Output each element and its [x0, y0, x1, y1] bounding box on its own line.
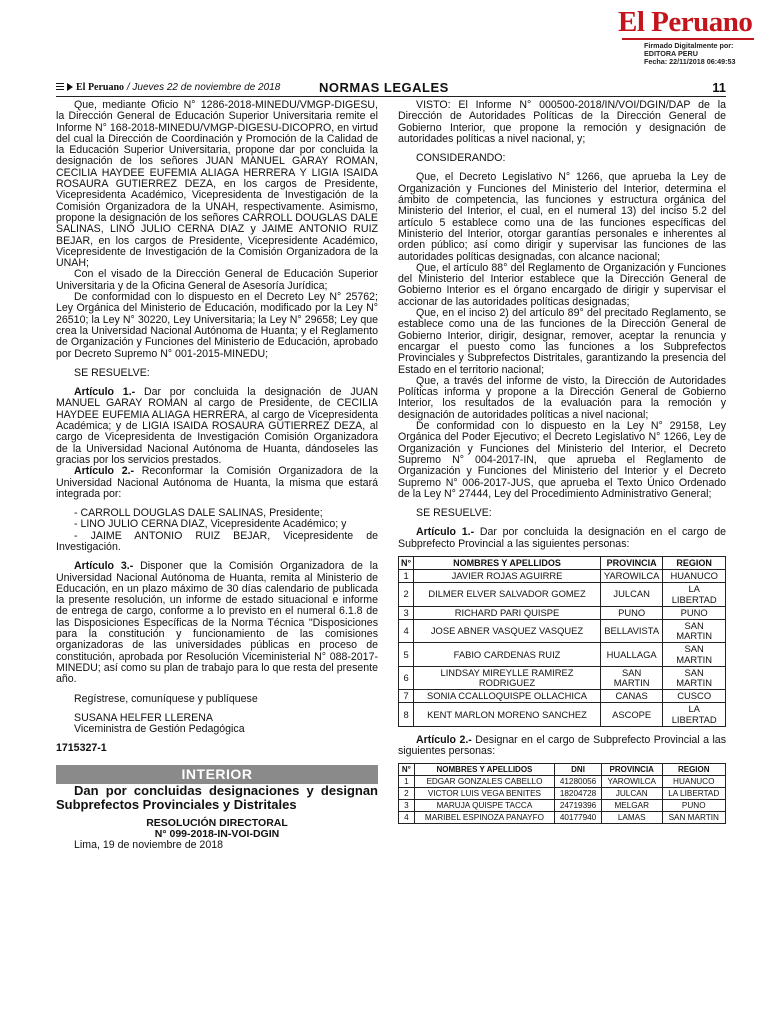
table-cell: SAN MARTIN — [662, 812, 726, 824]
signature-line: EDITORA PERU — [644, 49, 698, 58]
table-cell: 6 — [399, 666, 414, 689]
table-cell: JULCAN — [601, 788, 662, 800]
signer-title: Viceministra de Gestión Pedagógica — [74, 723, 245, 736]
table-cell: SAN MARTIN — [663, 643, 726, 666]
table-cell: 1 — [399, 776, 415, 788]
resuelve-heading: SE RESUELVE: — [416, 507, 492, 520]
table-cell: ASCOPE — [600, 703, 662, 726]
table-cell: CANAS — [600, 690, 662, 703]
table-cell: LINDSAY MIREYLLE RAMIREZ RODRIGUEZ — [414, 666, 601, 689]
article-label: Artículo 2.- — [74, 465, 135, 478]
table-row — [399, 643, 726, 666]
table-cell: LAMAS — [601, 812, 662, 824]
table-row — [399, 620, 726, 643]
table-cell: KENT MARLON MORENO SANCHEZ — [414, 703, 601, 726]
article-text: Reconformar la Comisión Organizadora de la Universidad Nacional Autónoma de Huanta, la misma que estará integrada por: — [56, 465, 379, 500]
paragraph: Que, en el inciso 2) del artículo 89° del precitado Reglamento, se establece como una de las funciones de la Dirección General de Gobierno Interior, dirigir, designar, remover, aceptar la renuncia y encargar el puesto como las funciones a los Subprefectos Provinciales y Subprefectos Distritales, garantizando la presencia del Estado en el territorio nacional; — [398, 307, 726, 376]
table-cell: MELGAR — [601, 800, 662, 812]
table-cell: CUSCO — [663, 690, 726, 703]
table-cell: 24719396 — [555, 800, 602, 812]
header-rule — [56, 96, 726, 97]
resolution-title: RESOLUCIÓN DIRECTORAL N° 099-2018-IN-VOI-DGIN — [146, 817, 288, 841]
article-2 — [398, 735, 726, 758]
article-text: Dar por concluida la designación de JUAN MANUEL GARAY ROMAN al cargo de Presidente, de CECILIA HAYDEE EUFEMIA ALIAGA HERRERA, al cargo de Vicepresidenta Académica; y de LIGIA ISAIDA ROSAURA GUTIERREZ DEZA, al cargo de Vicepresidenta de Investigación Comisión Organizadora de la Universidad Nacional Autónoma de Huanta, dándoseles las gracias por los servicios prestados. — [56, 386, 379, 466]
table-cell: 3 — [399, 800, 415, 812]
table-cell: JULCAN — [600, 583, 662, 606]
article-text: Designar en el cargo de Subprefecto Provincial a las siguientes personas: — [398, 733, 726, 758]
article-label: Artículo 1.- — [74, 386, 136, 399]
table-cell: EDGAR GONZALES CABELLO — [414, 776, 554, 788]
column-header: PROVINCIA — [601, 764, 662, 776]
article-label: Artículo 1.- — [416, 526, 475, 539]
right-column — [398, 100, 726, 824]
table-cell: DILMER ELVER SALVADOR GOMEZ — [414, 583, 601, 606]
header-paper: El Peruano — [76, 82, 125, 93]
table-cell: MARIBEL ESPINOZA PANAYFO — [414, 812, 554, 824]
table-cell: 3 — [399, 606, 414, 619]
column-header: N° — [399, 764, 415, 776]
article-1 — [56, 387, 378, 466]
table-row — [399, 800, 726, 812]
considerando-heading: CONSIDERANDO: — [416, 152, 506, 165]
column-header: DNI — [555, 764, 602, 776]
newspaper-logo: El Peruano — [618, 6, 753, 38]
table-cell: RICHARD PARI QUISPE — [414, 606, 601, 619]
article-label: Artículo 3.- — [74, 560, 134, 573]
table-cell: 41280056 — [555, 776, 602, 788]
table-row — [399, 788, 726, 800]
table-cell: 8 — [399, 703, 414, 726]
article-3 — [56, 561, 378, 685]
page-number: 11 — [712, 80, 726, 95]
left-column — [56, 100, 378, 851]
table-appointed-subprefects — [398, 763, 726, 824]
table-cell: 2 — [399, 788, 415, 800]
table-cell: 4 — [399, 812, 415, 824]
paragraph: Que, el artículo 88° del Reglamento de Organización y Funciones del Ministerio del Interior establece que la Dirección General de Gobierno Interior es el órgano encargado de dirigir y supervisar el accionar de las autoridades políticas designadas; — [398, 261, 726, 308]
table-cell: LA LIBERTAD — [663, 703, 726, 726]
table-cell: 5 — [399, 643, 414, 666]
column-header: REGION — [663, 556, 726, 569]
column-header: NOMBRES Y APELLIDOS — [414, 556, 601, 569]
table-cell: 18204728 — [555, 788, 602, 800]
publication-code: 1715327-1 — [56, 742, 107, 755]
paragraph: De conformidad con lo dispuesto en el Decreto Ley N° 25762; Ley Orgánica del Ministerio de Educación, modificado por la Ley N° 26510; la Ley N° 30220, Ley Universitaria; la Ley N° 29658; Ley que crea la Universidad Nacional Autónoma de Huanta; y el Reglamento de Organización y Funciones del Ministerio de Educación, aprobado por Decreto Supremo N° 001-2015-MINEDU; — [56, 291, 378, 360]
table-cell: VICTOR LUIS VEGA BENITES — [414, 788, 554, 800]
table-cell: 1 — [399, 570, 414, 583]
article-label: Artículo 2.- — [416, 733, 472, 746]
article-2 — [56, 466, 378, 500]
digital-signature — [644, 42, 736, 66]
table-cell: 7 — [399, 690, 414, 703]
article-1 — [398, 527, 726, 550]
article-text: Dar por concluida la designación en el cargo de Subprefecto Provincial a las siguientes personas: — [398, 526, 726, 550]
table-row — [399, 666, 726, 689]
table-cell: JOSE ABNER VASQUEZ VASQUEZ — [414, 620, 601, 643]
grid-icon — [56, 83, 64, 92]
paragraph: Con el visado de la Dirección General de Educación Superior Universitaria y de la Oficina General de Asesoría Jurídica; — [56, 268, 378, 292]
table-row — [399, 583, 726, 606]
table-cell: LA LIBERTAD — [663, 583, 726, 606]
table-cell: BELLAVISTA — [600, 620, 662, 643]
arrow-icon — [67, 83, 73, 91]
table-cell: JAVIER ROJAS AGUIRRE — [414, 570, 601, 583]
table-cell: FABIO CARDENAS RUIZ — [414, 643, 601, 666]
table-cell: SAN MARTIN — [663, 620, 726, 643]
table-row — [399, 703, 726, 726]
column-header: PROVINCIA — [600, 556, 662, 569]
table-cell: 40177940 — [555, 812, 602, 824]
table-cell: SAN MARTIN — [600, 666, 662, 689]
member-item: - CARROLL DOUGLAS DALE SALINAS, Presidente; — [74, 507, 323, 520]
table-cell: PUNO — [600, 606, 662, 619]
column-header: NOMBRES Y APELLIDOS — [414, 764, 554, 776]
table-row — [399, 606, 726, 619]
paragraph: De conformidad con lo dispuesto en la Ley N° 29158, Ley Orgánica del Poder Ejecutivo; el Decreto Legislativo N° 1266, Ley de Organización y Funciones del Ministerio del Interior, el Decreto Supremo N° 004-2017-IN, que aprueba el Reglamento de Organización y Funciones del Ministerio del Interior y el Decreto Supremo N° 006-2017-JUS, que aprueba el Texto Único Ordenado de la Ley N° 27444, Ley del Procedimiento Administrativo General; — [398, 420, 726, 500]
section-title: NORMAS LEGALES — [319, 80, 449, 95]
table-cell: MARUJA QUISPE TACCA — [414, 800, 554, 812]
table-cell: HUANUCO — [662, 776, 726, 788]
column-header: N° — [399, 556, 414, 569]
table-cell: SAN MARTIN — [663, 666, 726, 689]
table-row — [399, 776, 726, 788]
paragraph: Que, a través del informe de visto, la Dirección de Autoridades Políticas informa y propone a la Dirección General de Gobierno Interior, los resultados de la evaluación para la remoción y designación de autoridades políticas a nivel nacional; — [398, 374, 726, 421]
logo-underline — [622, 38, 754, 40]
table-header-row — [399, 556, 726, 569]
signer-name: SUSANA HELFER LLERENA — [74, 711, 213, 724]
table-cell: YAROWILCA — [601, 776, 662, 788]
place-date: Lima, 19 de noviembre de 2018 — [74, 839, 224, 852]
closing-formula: Regístrese, comuníquese y publíquese — [74, 692, 258, 705]
member-item: - JAIME ANTONIO RUIZ BEJAR, Vicepresidente de Investigación. — [56, 529, 378, 553]
table-cell: PUNO — [663, 606, 726, 619]
member-item: - LINO JULIO CERNA DIAZ, Vicepresidente Académico; y — [74, 518, 347, 531]
paragraph: VISTO: El Informe N° 000500-2018/IN/VOI/DGIN/DAP de la Dirección de Autoridades Políticas de la Dirección General de Gobierno Interior, que propone la remoción y designación de autoridades políticas a nivel nacional, y; — [398, 99, 726, 145]
table-cell: PUNO — [662, 800, 726, 812]
table-cell: SONIA CCALLOQUISPE OLLACHICA — [414, 690, 601, 703]
header-date: / Jueves 22 de noviembre de 2018 — [124, 82, 281, 93]
table-cell: HUALLAGA — [600, 643, 662, 666]
table-row — [399, 570, 726, 583]
table-cell: YAROWILCA — [600, 570, 662, 583]
table-header-row — [399, 764, 726, 776]
table-cell: 4 — [399, 620, 414, 643]
table-cell: HUANUCO — [663, 570, 726, 583]
column-header: REGION — [662, 764, 726, 776]
signature-line: Fecha: 22/11/2018 06:49:53 — [644, 57, 736, 66]
table-removed-subprefects — [398, 556, 726, 727]
headline: Dan por concluidas designaciones y designan Subprefectos Provinciales y Distritales — [56, 783, 378, 813]
table-row — [399, 690, 726, 703]
table-cell: LA LIBERTAD — [662, 788, 726, 800]
resuelve-heading: SE RESUELVE: — [74, 366, 150, 379]
header-left — [56, 82, 280, 93]
table-cell: 2 — [399, 583, 414, 606]
signature-line: Firmado Digitalmente por: — [644, 41, 734, 50]
page-header — [56, 80, 726, 96]
section-banner: INTERIOR — [56, 765, 378, 784]
article-text: Disponer que la Comisión Organizadora de la Universidad Nacional Autónoma de Huanta, remita al Ministerio de Educación, en un plazo máximo de 30 días calendario de publicada la presente resolución, un informe de estado situacional e informe de entrega de cargo, conforme a lo previsto en el numeral 6.1.8 de las Disposiciones Específicas de la Norma Técnica "Disposiciones para la constitución y funcionamiento de las comisiones organizadoras de las universidades públicas en proceso de constitución, aprobada por Resolución Viceministerial N° 088-2017-MINEDU; así como su plan de trabajo para lo que resta del presente año. — [56, 560, 378, 686]
paragraph: Que, el Decreto Legislativo N° 1266, que aprueba la Ley de Organización y Funciones del Ministerio del Interior, determina el ámbito de competencia, las funciones y estructura orgánica del Ministerio del Interior, el cual, en el numeral 13) del inciso 5.2 del artículo 5 establece como una de las funciones específicas del Ministerio del Interior, otorgar garantías personales e inherentes al orden público; así como dirigir y supervisar las funciones de las autoridades políticas designadas, con alcance nacional; — [398, 171, 726, 263]
table-row — [399, 812, 726, 824]
paragraph: Que, mediante Oficio N° 1286-2018-MINEDU/VMGP-DIGESU, la Dirección General de Educación Superior Universitaria remite el Informe N° 168-2018-MINEDU/VMGP-DIGESU-DICOPRO, en virtud del cual la Dirección de Coordinación y Promoción de la Calidad de la Educación Superior Universitaria, propone dar por concluida la designación de los señores JUAN MANUEL GARAY ROMAN, CECILIA HAYDEE EUFEMIA ALIAGA HERRERA Y LIGIA ISAIDA ROSAURA GUTIERREZ DEZA, en los cargos de Presidente, Vicepresidenta Académico, Vicepresidenta de Investigación de la Comisión Organizadora de la UNAH, respectivamente. Asimismo, propone la designación de los señores CARROLL DOUGLAS DALE SALINAS, LINO JULIO CERNA DIAZ y JAIME ANTONIO RUIZ BEJAR, en los cargos de Presidente, Vicepresidente Académico, Vicepresidente de Investigación de la Comisión Organizadora de la UNAH; — [56, 99, 378, 270]
